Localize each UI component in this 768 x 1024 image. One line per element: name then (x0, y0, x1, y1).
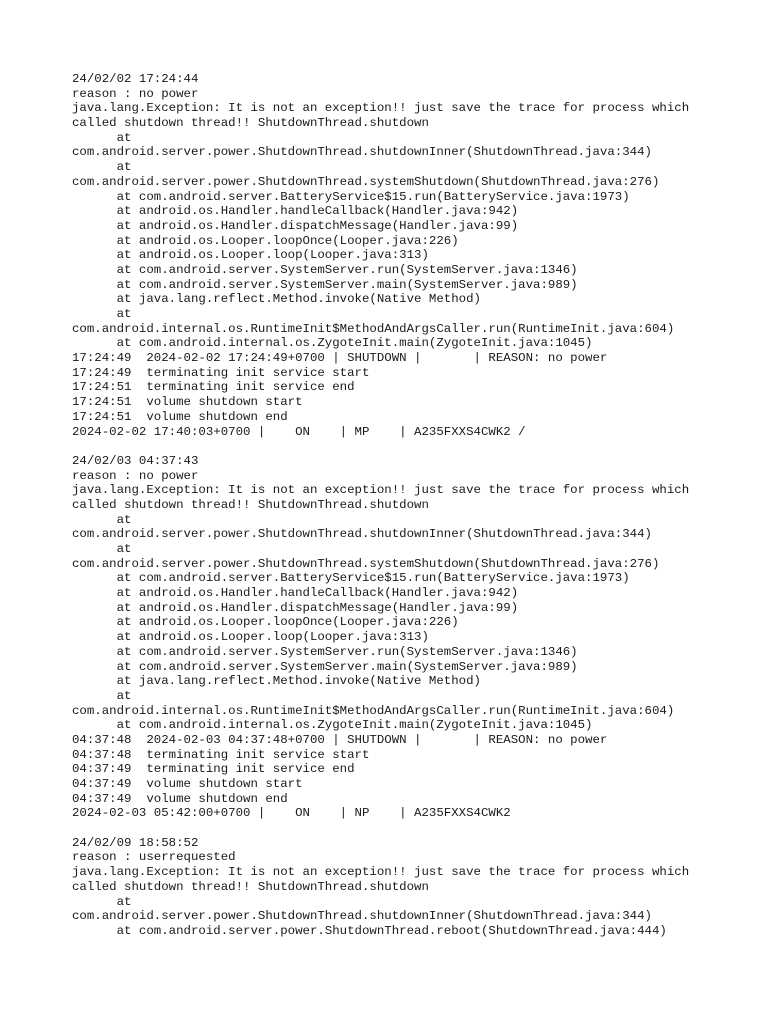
log-line: at java.lang.reflect.Method.invoke(Native Method) (72, 674, 481, 689)
log-line: com.android.server.power.ShutdownThread.shutdownInner(ShutdownThread.java:344) (72, 527, 652, 542)
log-line: com.android.internal.os.RuntimeInit$MethodAndArgsCaller.run(RuntimeInit.java:604) (72, 703, 675, 718)
log-line: com.android.server.power.ShutdownThread.systemShutdown(ShutdownThread.java:276) (72, 556, 660, 571)
log-line: 04:37:48 2024-02-03 04:37:48+0700 | SHUTDOWN | | REASON: no power (72, 732, 608, 747)
log-line: at com.android.server.SystemServer.run(SystemServer.java:1346) (72, 262, 578, 277)
log-line: 17:24:51 terminating init service end (72, 380, 355, 395)
log-line: com.android.server.power.ShutdownThread.systemShutdown(ShutdownThread.java:276) (72, 174, 660, 189)
log-line: at java.lang.reflect.Method.invoke(Native Method) (72, 292, 481, 307)
log-line: com.android.server.power.ShutdownThread.shutdownInner(ShutdownThread.java:344) (72, 145, 652, 160)
log-document (72, 72, 732, 953)
log-line: at com.android.server.BatteryService$15.run(BatteryService.java:1973) (72, 189, 630, 204)
log-line: at com.android.server.SystemServer.main(SystemServer.java:989) (72, 659, 578, 674)
log-line: java.lang.Exception: It is not an exception!! just save the trace for process which (72, 483, 690, 498)
log-line: 04:37:49 terminating init service end (72, 762, 355, 777)
log-line: java.lang.Exception: It is not an exception!! just save the trace for process which (72, 865, 690, 880)
log-line: at com.android.internal.os.ZygoteInit.main(ZygoteInit.java:1045) (72, 718, 593, 733)
log-line: at (72, 894, 132, 909)
log-line: reason : userrequested (72, 850, 236, 865)
log-line: at (72, 512, 132, 527)
log-line: at com.android.internal.os.ZygoteInit.main(ZygoteInit.java:1045) (72, 336, 593, 351)
log-line: reason : no power (72, 468, 199, 483)
log-line: at (72, 307, 132, 321)
log-line: 17:24:49 2024-02-02 17:24:49+0700 | SHUTDOWN | | REASON: no power (72, 351, 608, 366)
log-line: at (72, 160, 132, 175)
log-line: at com.android.server.SystemServer.run(SystemServer.java:1346) (72, 644, 578, 659)
log-entry (72, 72, 732, 439)
log-line: at (72, 688, 132, 703)
log-line: called shutdown thread!! ShutdownThread.shutdown (72, 879, 429, 894)
log-line: 04:37:48 terminating init service start (72, 747, 370, 762)
log-line: 04:37:49 volume shutdown end (72, 791, 288, 806)
log-line: at com.android.server.SystemServer.main(SystemServer.java:989) (72, 277, 578, 292)
log-line: at (72, 130, 132, 145)
log-line: at com.android.server.BatteryService$15.run(BatteryService.java:1973) (72, 571, 630, 586)
log-line: 24/02/03 04:37:43 (72, 453, 199, 468)
log-line: 17:24:51 volume shutdown start (72, 395, 303, 410)
log-line: at android.os.Handler.handleCallback(Handler.java:942) (72, 586, 519, 601)
log-line: reason : no power (72, 86, 199, 101)
log-line: at android.os.Looper.loopOnce(Looper.java:226) (72, 615, 459, 630)
log-line: at (72, 542, 132, 556)
log-line: 2024-02-03 05:42:00+0700 | ON | NP | A235FXXS4CWK2 (72, 806, 511, 821)
log-line: 04:37:49 volume shutdown start (72, 777, 303, 791)
log-line: at android.os.Looper.loopOnce(Looper.java:226) (72, 233, 459, 248)
log-line: called shutdown thread!! ShutdownThread.shutdown (72, 497, 429, 512)
log-line: 2024-02-02 17:40:03+0700 | ON | MP | A235FXXS4CWK2 / (72, 424, 526, 439)
log-line: at com.android.server.power.ShutdownThread.reboot(ShutdownThread.java:444) (72, 923, 667, 938)
log-line: at android.os.Handler.dispatchMessage(Handler.java:99) (72, 218, 519, 233)
log-line: at android.os.Handler.dispatchMessage(Handler.java:99) (72, 600, 519, 615)
log-line: 24/02/02 17:24:44 (72, 72, 199, 86)
log-line: at android.os.Looper.loop(Looper.java:313) (72, 630, 429, 645)
log-line: java.lang.Exception: It is not an exception!! just save the trace for process which (72, 101, 690, 116)
log-line: com.android.server.power.ShutdownThread.shutdownInner(ShutdownThread.java:344) (72, 909, 652, 924)
log-line: 17:24:49 terminating init service start (72, 365, 370, 380)
log-line: at android.os.Looper.loop(Looper.java:313) (72, 248, 429, 263)
log-line: at android.os.Handler.handleCallback(Handler.java:942) (72, 204, 519, 219)
log-line: 24/02/09 18:58:52 (72, 835, 199, 850)
log-line: called shutdown thread!! ShutdownThread.shutdown (72, 116, 429, 131)
log-line: 17:24:51 volume shutdown end (72, 409, 288, 424)
log-entry (72, 454, 732, 821)
log-line: com.android.internal.os.RuntimeInit$MethodAndArgsCaller.run(RuntimeInit.java:604) (72, 321, 675, 336)
log-entry (72, 836, 732, 939)
